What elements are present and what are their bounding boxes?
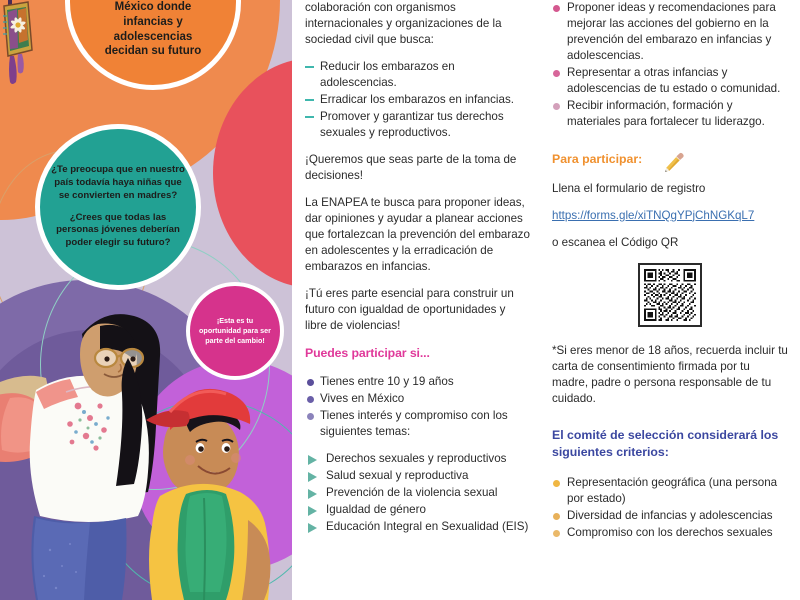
- requirement-item: Vives en México: [305, 391, 530, 407]
- requirements-list: [305, 374, 530, 440]
- benefits-list: [552, 0, 788, 130]
- enapea-paragraph: La ENAPEA te busca para proponer ideas, dar opiniones y ayudar a planear acciones que fortalezcan la prevención del embarazo en adolescentes y la erradicación de embarazos en infancias.: [305, 195, 530, 273]
- essential-paragraph: ¡Tú eres parte esencial para construir un futuro con igualdad de oportunidades y libre de violencias!: [305, 286, 514, 332]
- spacer: [552, 418, 788, 427]
- headline-line-1: México donde: [114, 1, 192, 14]
- qr-note: o escanea el Código QR: [552, 235, 679, 249]
- embroidery-decoration-icon: [2, 0, 42, 110]
- form-intro: Llena el formulario de registro: [552, 181, 706, 195]
- requirement-item: Tienes interés y compromiso con los siguientes temas:: [305, 408, 530, 440]
- question-text-2: ¿Crees que todas las personas jóvenes deberían poder elegir su futuro?: [56, 211, 180, 249]
- qr-code-icon[interactable]: [638, 263, 702, 327]
- participate-heading: Puedes participar si...: [305, 345, 430, 360]
- criteria-item: Representación geográfica (una persona por estado): [552, 475, 788, 507]
- consent-note: *Si eres menor de 18 años, recuerda incluir tu carta de consentimiento firmada por tu madre, padre o persona responsable de tu cuidado.: [552, 343, 788, 405]
- requirement-item: Tienes entre 10 y 19 años: [305, 374, 530, 390]
- pencil-icon: [661, 150, 687, 181]
- topic-item: Prevención de la violencia sexual: [305, 485, 530, 501]
- spacer: [552, 141, 788, 150]
- headline-line-2: infancias y: [123, 15, 183, 28]
- criteria-item: Compromiso con los derechos sexuales: [552, 525, 788, 541]
- right-text-column: [540, 0, 800, 600]
- topic-item: Salud sexual y reproductiva: [305, 468, 530, 484]
- question-circle-teal: [35, 124, 201, 290]
- goals-list: [305, 59, 530, 141]
- right-participate-heading: Para participar:: [552, 151, 643, 166]
- participate-heading-row: [552, 150, 788, 181]
- headline-line-3: adolescencias: [113, 30, 193, 43]
- registration-form-link[interactable]: https://forms.gle/xiTNQgYPjChNGKqL7: [552, 208, 755, 222]
- goal-item: Promover y garantizar tus derechos sexuales y reproductivos.: [305, 109, 530, 141]
- callout-circle-text: ¡Esta es tu oportunidad para ser parte del cambio!: [199, 315, 271, 346]
- criteria-heading: El comité de selección considerará los siguientes criterios:: [552, 427, 779, 460]
- benefit-item: Representar a otras infancias y adolescencias de tu estado o comunidad.: [552, 65, 788, 97]
- benefit-item: Proponer ideas y recomendaciones para mejorar las acciones del gobierno en la prevención del embarazo en infancias y adolescencias.: [552, 0, 788, 64]
- topic-item: Educación Integral en Sexualidad (EIS): [305, 519, 530, 535]
- qr-code-container: [552, 263, 788, 327]
- topic-item: Igualdad de género: [305, 502, 530, 518]
- criteria-list: [552, 475, 788, 541]
- goal-item: Erradicar los embarazos en infancias.: [305, 92, 530, 108]
- intro-paragraph: colaboración con organismos internacionales y organizaciones de la sociedad civil que busca:: [305, 1, 502, 46]
- benefit-item: Recibir información, formación y materiales para fortalecer tu liderazgo.: [552, 98, 788, 130]
- headline-line-4: decidan su futuro: [104, 45, 202, 58]
- topics-list: [305, 451, 530, 535]
- goal-item: Reducir los embarazos en adolescencias.: [305, 59, 530, 91]
- topic-item: Derechos sexuales y reproductivos: [305, 451, 530, 467]
- illustration-panel: [0, 0, 292, 600]
- callout-circle-pink: [186, 282, 284, 380]
- question-text-1: ¿Te preocupa que en nuestro país todavía haya niñas que se convierten en madres?: [51, 163, 185, 201]
- criteria-item: Diversidad de infancias y adolescencias: [552, 508, 788, 524]
- callout-decisions: ¡Queremos que seas parte de la toma de decisiones!: [305, 152, 517, 182]
- middle-text-column: [292, 0, 540, 600]
